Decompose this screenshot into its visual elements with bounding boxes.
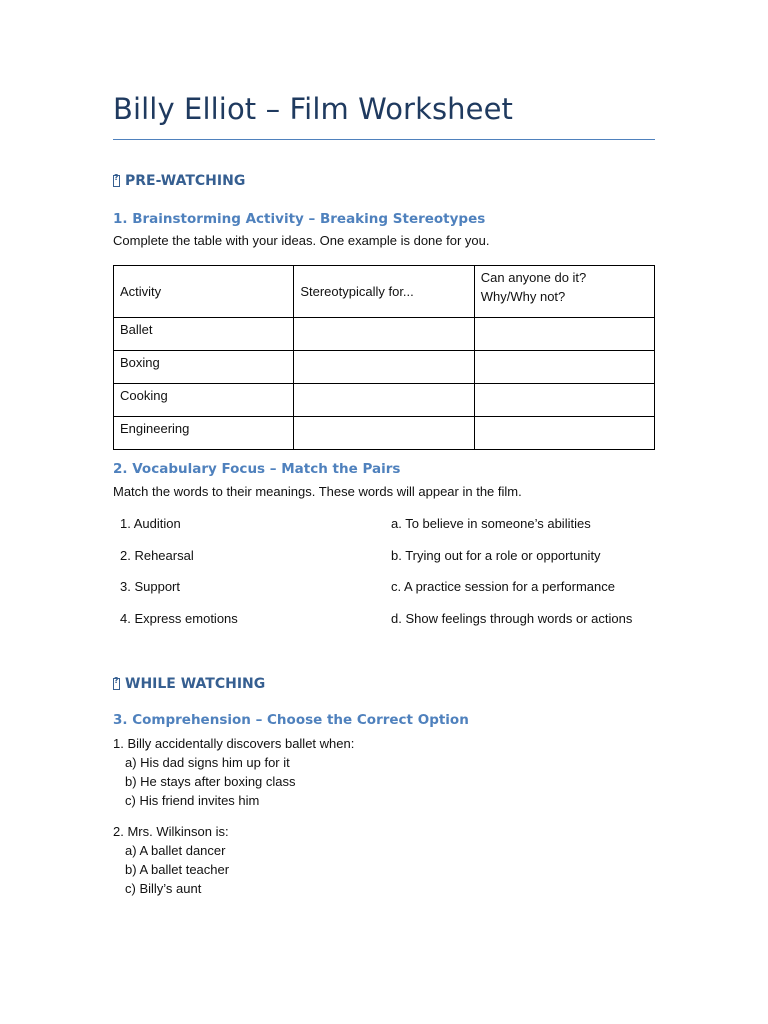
activity1-heading: 1. Brainstorming Activity – Breaking Stereotypes bbox=[113, 211, 486, 227]
table-cell-anyone[interactable] bbox=[474, 384, 654, 417]
missing-glyph-icon bbox=[113, 678, 120, 690]
table-header-line: Why/Why not? bbox=[480, 289, 566, 304]
activity1-instructions: Complete the table with your ideas. One example is done for you. bbox=[113, 233, 490, 248]
table-row bbox=[114, 318, 655, 351]
table-row bbox=[114, 351, 655, 384]
table-cell-stereotype[interactable] bbox=[294, 351, 474, 384]
match-word: 3. Support bbox=[120, 579, 180, 594]
table-cell-anyone[interactable] bbox=[474, 318, 654, 351]
page-title: Billy Elliot – Film Worksheet bbox=[113, 92, 514, 126]
activity2-heading: 2. Vocabulary Focus – Match the Pairs bbox=[113, 461, 401, 477]
table-cell-activity: Boxing bbox=[114, 351, 294, 384]
table-cell-stereotype[interactable] bbox=[294, 417, 474, 450]
table-cell-anyone[interactable] bbox=[474, 351, 654, 384]
match-meaning: d. Show feelings through words or actions bbox=[391, 611, 633, 626]
match-word: 2. Rehearsal bbox=[120, 548, 194, 563]
table-header-line: Can anyone do it? bbox=[480, 270, 587, 285]
section-heading-pre-watching bbox=[113, 173, 245, 189]
table-header-cell: Activity bbox=[114, 266, 294, 318]
table-cell-anyone[interactable] bbox=[474, 417, 654, 450]
table-cell-stereotype[interactable] bbox=[294, 318, 474, 351]
question-block bbox=[113, 822, 229, 898]
answer-option[interactable]: c) Billy’s aunt bbox=[125, 881, 202, 896]
table-cell-activity: Engineering bbox=[114, 417, 294, 450]
title-divider bbox=[113, 139, 655, 140]
question-block bbox=[113, 734, 354, 810]
answer-option[interactable]: b) A ballet teacher bbox=[125, 862, 230, 877]
question-text: 1. Billy accidentally discovers ballet when: bbox=[113, 736, 355, 751]
match-word: 1. Audition bbox=[120, 516, 181, 531]
activity2-instructions: Match the words to their meanings. These words will appear in the film. bbox=[113, 484, 522, 499]
section-heading-label: WHILE WATCHING bbox=[125, 676, 266, 692]
section-heading-label: PRE-WATCHING bbox=[125, 173, 246, 189]
table-row bbox=[114, 417, 655, 450]
table-header-cell bbox=[474, 266, 654, 318]
table-cell-activity: Ballet bbox=[114, 318, 294, 351]
table-row bbox=[114, 384, 655, 417]
section-heading-while-watching bbox=[113, 676, 265, 692]
match-word: 4. Express emotions bbox=[120, 611, 238, 626]
answer-option[interactable]: b) He stays after boxing class bbox=[125, 774, 296, 789]
answer-option[interactable]: a) His dad signs him up for it bbox=[125, 755, 290, 770]
question-text: 2. Mrs. Wilkinson is: bbox=[113, 824, 229, 839]
missing-glyph-icon bbox=[113, 175, 120, 187]
match-meaning: b. Trying out for a role or opportunity bbox=[391, 548, 601, 563]
answer-option[interactable]: c) His friend invites him bbox=[125, 793, 260, 808]
table-cell-activity: Cooking bbox=[114, 384, 294, 417]
table-header-cell: Stereotypically for... bbox=[294, 266, 474, 318]
answer-option[interactable]: a) A ballet dancer bbox=[125, 843, 226, 858]
stereotypes-table bbox=[113, 265, 655, 450]
match-meaning: a. To believe in someone’s abilities bbox=[391, 516, 591, 531]
table-cell-stereotype[interactable] bbox=[294, 384, 474, 417]
table-header-row bbox=[114, 266, 655, 318]
match-meaning: c. A practice session for a performance bbox=[391, 579, 615, 594]
activity3-heading: 3. Comprehension – Choose the Correct Option bbox=[113, 712, 469, 728]
